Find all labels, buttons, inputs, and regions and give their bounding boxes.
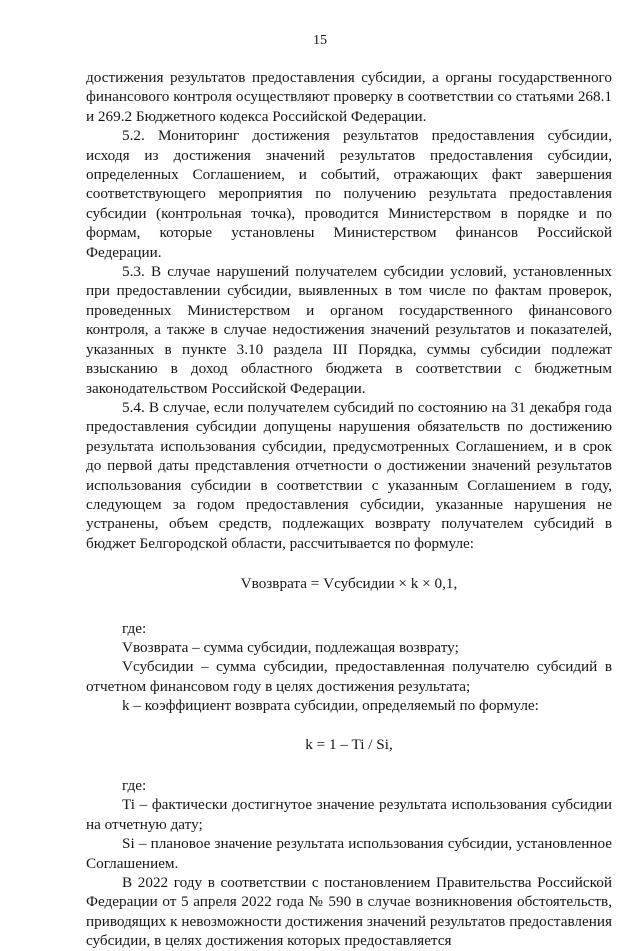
paragraph-5-2: 5.2. Мониторинг достижения результатов предоставления субсидии, исходя из достижения значений результатов предоставления субсидии, определенных Соглашением, и событий, отражающих факт завершения соответствующего мероприятия по получению результата предоставления субсидии (контрольная точка), проводится Министерством в порядке и по формам, которые установлены Министерством финансов Российской Федерации. (86, 127, 612, 261)
formula-k: k = 1 – Ti / Si, (305, 735, 393, 753)
page-number: 15 (313, 33, 327, 48)
paragraph-5-3: 5.3. В случае нарушений получателем субсидии условий, установленных при предоставлении субсидии, выявленных в том числе по фактам проверок, проведенных Министерством и органом государственного финансового контроля, а также в случае недостижения значений результатов и показателей, указанных в пункте 3.10 раздела III Порядка, суммы субсидии подлежат взысканию в доход областного бюджета в соответствии с бюджетным законодательством Российской Федерации. (86, 263, 612, 397)
where-label-1: где: (122, 619, 147, 637)
paragraph-5-4: 5.4. В случае, если получателем субсидий по состоянию на 31 декабря года предоставления субсидии допущены нарушения обязательств по достижению результата использования субсидии, предусмотренных Соглашением, и в срок до первой даты представления отчетности о достижении значений результатов использования субсидии в соответствии с указанным Соглашением в году, следующем за годом предоставления субсидии, указанные нарушения не устранены, объем средств, подлежащих возврату получателем субсидий в бюджет Белгородской области, рассчитывается по формуле: (86, 398, 612, 552)
formula-refund: Vвозврата = Vсубсидии × k × 0,1, (240, 575, 458, 593)
definition-k: k – коэффициент возврата субсидии, определяемый по формуле: (122, 697, 539, 715)
paragraph-2022: В 2022 году в соответствии с постановлением Правительства Российской Федерации от 5 апреля 2022 года № 590 в случае возникновения обстоятельств, приводящих к невозможности достижения значений результатов предоставления субсидии, в целях достижения которых предоставляется (86, 874, 612, 950)
paragraph-continuation: достижения результатов предоставления субсидии, а органы государственного финансового контроля осуществляют проверку в соответствии со статьями 268.1 и 269.2 Бюджетного кодекса Российской Федерации. (86, 69, 612, 125)
definition-v-refund: Vвозврата – сумма субсидии, подлежащая возврату; (122, 638, 459, 656)
definition-si: Si – плановое значение результата использования субсидии, установленное Соглашением. (86, 835, 612, 872)
document-body (86, 68, 612, 951)
definition-ti: Ti – фактически достигнутое значение результата использования субсидии на отчетную дату; (86, 796, 612, 833)
where-label-2: где: (122, 777, 147, 794)
definition-v-subsidy: Vсубсидии – сумма субсидии, предоставленная получателю субсидий в отчетном финансовом году в целях достижения результата; (86, 658, 612, 695)
